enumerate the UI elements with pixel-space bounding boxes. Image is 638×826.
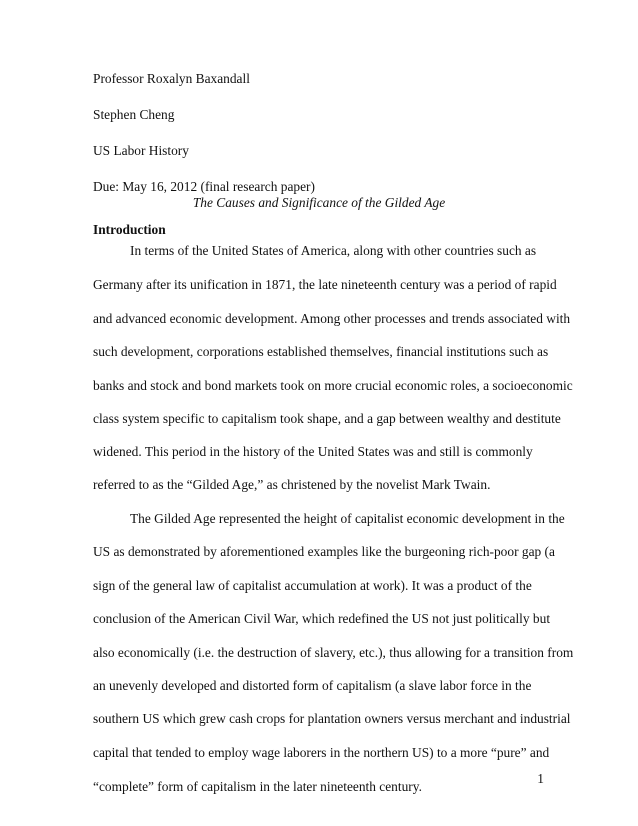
paragraph-line: class system specific to capitalism took shape, and a gap between wealthy and destitute [93,411,561,426]
paragraph-line: US as demonstrated by aforementioned examples like the burgeoning rich-poor gap (a [93,544,555,559]
paragraph-line: southern US which grew cash crops for plantation owners versus merchant and industrial [93,711,571,726]
paragraph-line: sign of the general law of capitalist accumulation at work). It was a product of the [93,578,532,593]
paragraph-line: Germany after its unification in 1871, the late nineteenth century was a period of rapid [93,277,557,292]
paragraph-line: In terms of the United States of America, along with other countries such as [130,243,537,258]
course-name: US Labor History [93,143,189,158]
professor-name: Professor Roxalyn Baxandall [93,71,250,86]
paragraph-line: referred to as the “Gilded Age,” as christened by the novelist Mark Twain. [93,477,491,492]
paragraph-line: banks and stock and bond markets took on more crucial economic roles, a socioeconomic [93,378,573,393]
paragraph-line: also economically (i.e. the destruction of slavery, etc.), thus allowing for a transition from [93,645,574,660]
due-date: Due: May 16, 2012 (final research paper) [93,179,315,194]
paragraph-line: The Gilded Age represented the height of capitalist economic development in the [130,511,565,526]
page-number: 1 [537,771,544,786]
paragraph-line: conclusion of the American Civil War, which redefined the US not just politically but [93,611,551,626]
paragraph-line: an unevenly developed and distorted form of capitalism (a slave labor force in the [93,678,532,693]
section-heading-introduction: Introduction [93,222,166,237]
student-name: Stephen Cheng [93,107,175,122]
paragraph-line: such development, corporations established themselves, financial institutions such as [93,344,549,359]
paper-title: The Causes and Significance of the Gilded Age [192,195,446,210]
paragraph-line: widened. This period in the history of the United States was and still is commonly [93,444,533,459]
paragraph-line: and advanced economic development. Among other processes and trends associated with [93,311,571,326]
paragraph-line: “complete” form of capitalism in the later nineteenth century. [93,779,422,794]
paragraph-line: capital that tended to employ wage laborers in the northern US) to a more “pure” and [93,745,550,760]
